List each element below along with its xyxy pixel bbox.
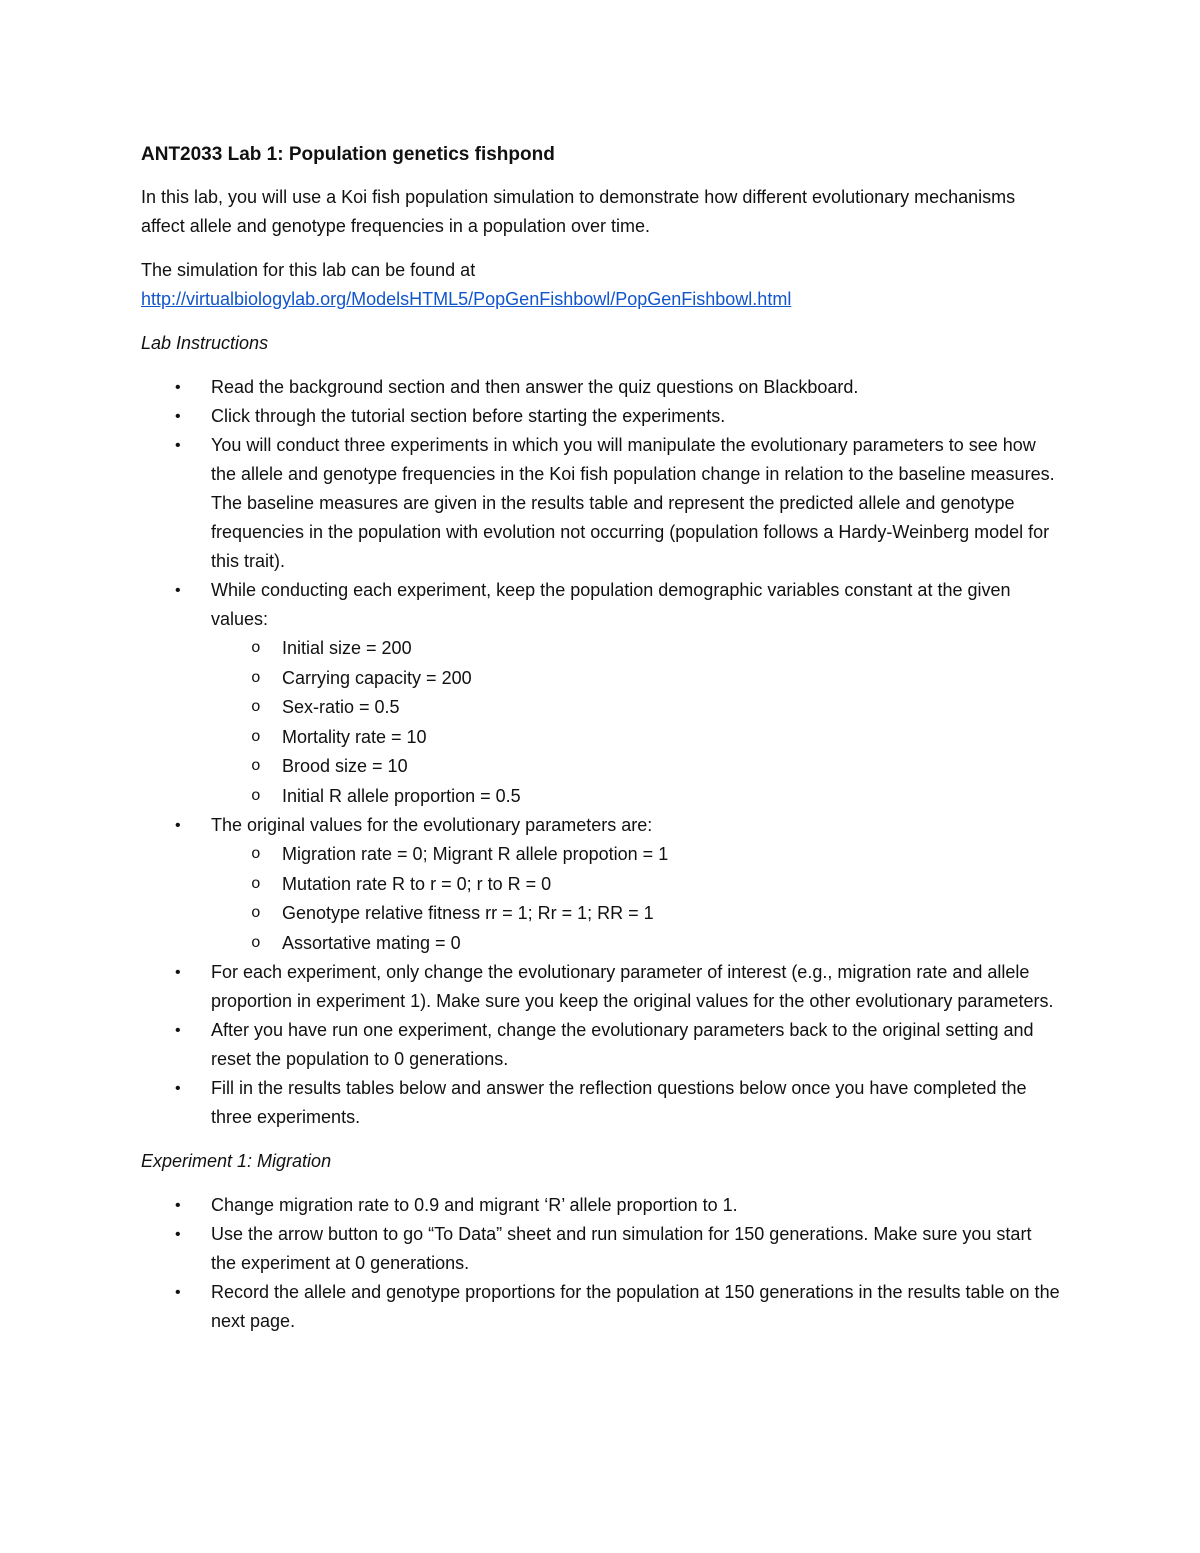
list-item-text: Fill in the results tables below and answer the reflection questions below once you have completed the three experiments.	[211, 1078, 1027, 1127]
sub-bullet-icon: o	[251, 727, 261, 746]
sub-bullet-icon: o	[251, 668, 261, 687]
sub-list-item-text: Sex-ratio = 0.5	[282, 697, 400, 717]
list-item-text: After you have run one experiment, change the evolutionary parameters back to the original setting and reset the population to 0 generations.	[211, 1020, 1034, 1069]
sub-list-item	[211, 752, 1061, 782]
sub-list-item	[211, 840, 1061, 870]
bullet-icon: •	[175, 1226, 181, 1243]
list-item	[141, 431, 1061, 576]
sub-bullet-icon: o	[251, 933, 261, 952]
document-title: ANT2033 Lab 1: Population genetics fishpond	[141, 144, 555, 165]
list-item	[141, 958, 1061, 1016]
sub-list-item-text: Carrying capacity = 200	[282, 667, 472, 688]
sub-bullet-icon: o	[251, 757, 261, 775]
sub-list-item-text: Mortality rate = 10	[282, 726, 427, 747]
sub-list-item	[211, 723, 1061, 753]
list-item-text: Click through the tutorial section before starting the experiments.	[211, 406, 726, 426]
simulation-paragraph	[141, 256, 1061, 314]
bullet-icon: •	[175, 1197, 181, 1214]
document-page	[141, 140, 1061, 1351]
list-item-text: Record the allele and genotype proportions for the population at 150 generations in the results table on the next page.	[211, 1282, 1060, 1331]
list-item-text: While conducting each experiment, keep the population demographic variables constant at the given values:	[211, 580, 1011, 629]
sub-list-item-text: Initial size = 200	[282, 638, 412, 658]
demographic-values-list	[211, 634, 1061, 811]
simulation-text: The simulation for this lab can be found at	[141, 260, 476, 280]
list-item	[141, 1220, 1061, 1278]
bullet-icon: •	[175, 1284, 181, 1301]
lab-instructions-list	[141, 373, 1061, 1132]
list-item-text: You will conduct three experiments in which you will manipulate the evolutionary parameters to see how the allele and genotype frequencies in the Koi fish population change in relation to the baseline measures. The baseline measures are given in the results table and represent the predicted allele and genotype frequencies in the population with evolution not occurring (population follows a Hardy-Weinberg model for this trait).	[211, 435, 1055, 571]
sub-bullet-icon: o	[251, 786, 261, 805]
sub-list-item	[211, 870, 1061, 900]
list-item	[141, 373, 1061, 402]
list-item	[141, 1278, 1061, 1336]
bullet-icon: •	[175, 1080, 181, 1097]
list-item-text: Change migration rate to 0.9 and migrant ‘R’ allele proportion to 1.	[211, 1195, 738, 1215]
list-item	[141, 402, 1061, 431]
sub-bullet-icon: o	[251, 698, 261, 716]
sub-bullet-icon: o	[251, 845, 261, 863]
bullet-icon: •	[175, 817, 181, 834]
sub-list-item	[211, 693, 1061, 723]
intro-paragraph: In this lab, you will use a Koi fish population simulation to demonstrate how different evolutionary mechanisms affect allele and genotype frequencies in a population over time.	[141, 187, 1016, 236]
sub-list-item-text: Initial R allele proportion = 0.5	[282, 785, 521, 806]
list-item	[141, 1074, 1061, 1132]
bullet-icon: •	[175, 437, 181, 454]
sub-list-item	[211, 664, 1061, 694]
sub-list-item	[211, 782, 1061, 812]
evolutionary-values-list	[211, 840, 1061, 958]
list-item-text: Use the arrow button to go “To Data” sheet and run simulation for 150 generations. Make sure you start the experiment at 0 generations.	[211, 1224, 1032, 1273]
sub-bullet-icon: o	[251, 904, 261, 922]
bullet-icon: •	[175, 1022, 181, 1039]
list-item-text: The original values for the evolutionary parameters are:	[211, 815, 653, 835]
sub-list-item-text: Brood size = 10	[282, 756, 408, 776]
sub-list-item-text: Genotype relative fitness rr = 1; Rr = 1; RR = 1	[282, 903, 654, 923]
experiment1-heading: Experiment 1: Migration	[141, 1151, 332, 1171]
sub-bullet-icon: o	[251, 874, 261, 893]
experiment1-list	[141, 1191, 1061, 1336]
list-item	[141, 1016, 1061, 1074]
sub-bullet-icon: o	[251, 639, 261, 657]
bullet-icon: •	[175, 582, 181, 599]
list-item	[141, 811, 1061, 958]
sub-list-item-text: Migration rate = 0; Migrant R allele propotion = 1	[282, 844, 669, 864]
sub-list-item-text: Mutation rate R to r = 0; r to R = 0	[282, 873, 552, 894]
sub-list-item	[211, 634, 1061, 664]
sub-list-item	[211, 929, 1061, 959]
sub-list-item-text: Assortative mating = 0	[282, 932, 461, 953]
list-item-text: For each experiment, only change the evolutionary parameter of interest (e.g., migration rate and allele proportion in experiment 1). Make sure you keep the original values for the other evolutionary parameters.	[211, 962, 1054, 1011]
lab-instructions-heading: Lab Instructions	[141, 333, 269, 353]
list-item	[141, 576, 1061, 811]
bullet-icon: •	[175, 379, 181, 396]
bullet-icon: •	[175, 408, 181, 425]
bullet-icon: •	[175, 964, 181, 981]
list-item-text: Read the background section and then answer the quiz questions on Blackboard.	[211, 377, 859, 397]
list-item	[141, 1191, 1061, 1220]
simulation-link[interactable]: http://virtualbiologylab.org/ModelsHTML5/PopGenFishbowl/PopGenFishbowl.html	[141, 289, 792, 309]
sub-list-item	[211, 899, 1061, 929]
